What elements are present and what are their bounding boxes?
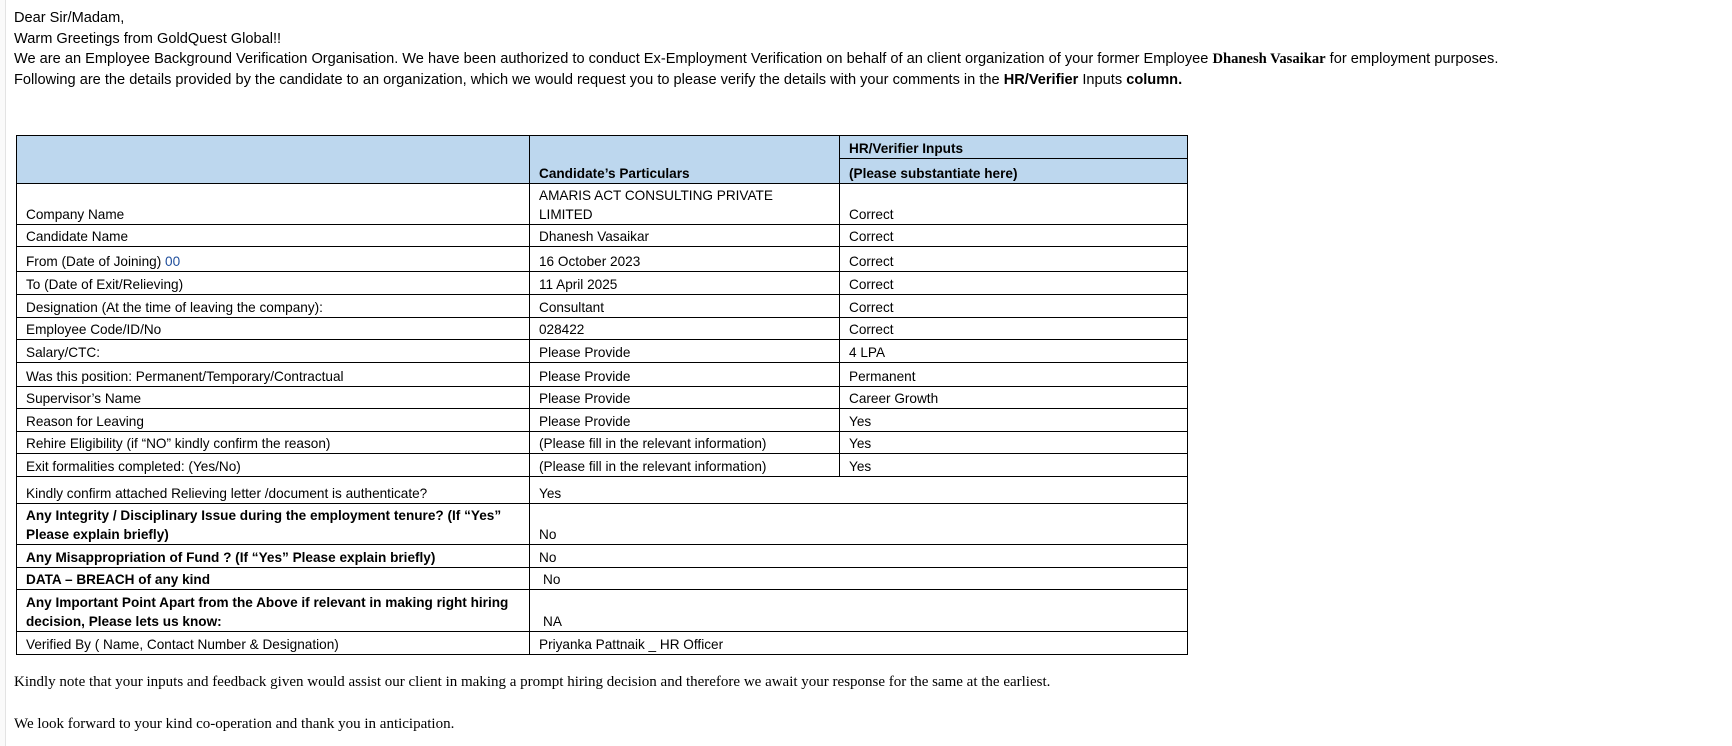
field-label <box>17 184 530 225</box>
closing-thanks: We look forward to your kind co-operation and thank you in anticipation. <box>14 716 455 732</box>
intro-text: for employment purposes. <box>1325 51 1499 67</box>
verifier-input[interactable]: Correct <box>840 272 1188 295</box>
hr-verifier-emphasis: HR/Verifier <box>1003 71 1079 88</box>
question-label: Any Misappropriation of Fund ? (If “Yes” Please explain briefly) <box>17 545 530 568</box>
intro-paragraph-2 <box>14 70 1498 91</box>
header-blank-cell <box>17 136 530 184</box>
verifier-input[interactable]: Yes <box>840 432 1188 454</box>
verifier-input[interactable]: Career Growth <box>840 387 1188 409</box>
field-label <box>17 295 530 318</box>
verifier-input[interactable]: Permanent <box>840 363 1188 387</box>
candidate-value: Please Provide <box>530 409 840 432</box>
employee-name: Dhanesh Vasaikar <box>1212 51 1326 67</box>
question-label: Verified By ( Name, Contact Number & Designation) <box>17 632 530 655</box>
field-label-text: Was this position: Permanent/Temporary/Contractual <box>26 369 344 384</box>
candidate-value: (Please fill in the relevant information) <box>530 454 840 477</box>
candidate-value: 028422 <box>530 318 840 340</box>
question-answer[interactable]: No <box>530 545 1188 568</box>
intro-text: We are an Employee Background Verification Organisation. We have been authorized to conduct Ex-Employment Verification on behalf of an client organization of your former Employee <box>14 51 1213 67</box>
candidate-value: (Please fill in the relevant information) <box>530 432 840 454</box>
candidate-value: AMARIS ACT CONSULTING PRIVATE LIMITED <box>530 184 840 225</box>
field-label <box>17 272 530 295</box>
field-label-text: Salary/CTC: <box>26 345 101 360</box>
field-label <box>17 409 530 432</box>
field-label <box>17 340 530 363</box>
field-label <box>17 387 530 409</box>
table-row <box>17 363 1188 387</box>
verifier-input[interactable]: Correct <box>840 318 1188 340</box>
verifier-input[interactable]: Correct <box>840 247 1188 272</box>
candidate-value: Please Provide <box>530 387 840 409</box>
email-intro <box>14 8 1498 90</box>
greeting: Dear Sir/Madam, <box>14 10 125 26</box>
candidate-value: Dhanesh Vasaikar <box>530 225 840 247</box>
field-label-text: Reason for Leaving <box>26 414 144 429</box>
warm-greetings: Warm Greetings from GoldQuest Global!! <box>14 30 282 47</box>
table-row <box>17 504 1188 545</box>
candidate-value: 11 April 2025 <box>530 272 840 295</box>
table-row <box>17 247 1188 272</box>
question-answer[interactable]: Yes <box>530 477 1188 504</box>
question-label: Kindly confirm attached Relieving letter /document is authenticate? <box>17 477 530 504</box>
intro-text: Inputs <box>1078 71 1127 88</box>
question-answer[interactable]: Priyanka Pattnaik _ HR Officer <box>530 632 1188 655</box>
header-row <box>17 136 1188 159</box>
field-label-text: Candidate Name <box>26 229 129 244</box>
table-row <box>17 318 1188 340</box>
question-label: DATA – BREACH of any kind <box>17 568 530 590</box>
question-answer[interactable]: No <box>530 568 1188 590</box>
intro-text: Following are the details provided by the candidate to an organization, which we would request you to please verify the details with your comments in the <box>14 71 1004 88</box>
verifier-input[interactable]: 4 LPA <box>840 340 1188 363</box>
field-label <box>17 432 530 454</box>
table-row <box>17 477 1188 504</box>
field-label-text: Designation (At the time of leaving the company): <box>26 300 323 315</box>
table-row <box>17 387 1188 409</box>
field-label-text: Company Name <box>26 207 125 222</box>
verification-table <box>16 135 1188 655</box>
table-row <box>17 295 1188 318</box>
table-row <box>17 272 1188 295</box>
column-emphasis: column. <box>1126 71 1183 88</box>
verifier-input[interactable]: Correct <box>840 295 1188 318</box>
field-label <box>17 247 530 272</box>
verifier-input[interactable]: Yes <box>840 409 1188 432</box>
field-label-text: Rehire Eligibility (if “NO” kindly confirm the reason) <box>26 436 331 451</box>
closing-note: Kindly note that your inputs and feedback given would assist our client in making a prompt hiring decision and therefore we await your response for the same at the earliest. <box>14 674 1051 690</box>
field-label <box>17 363 530 387</box>
verifier-input[interactable]: Correct <box>840 225 1188 247</box>
table-row <box>17 545 1188 568</box>
header-substantiate: (Please substantiate here) <box>840 159 1188 184</box>
question-answer[interactable]: No <box>530 504 1188 545</box>
table-row <box>17 432 1188 454</box>
table-row <box>17 454 1188 477</box>
table-row <box>17 340 1188 363</box>
field-label <box>17 454 530 477</box>
table-row <box>17 409 1188 432</box>
intro-paragraph-1 <box>14 49 1498 70</box>
candidate-value: Please Provide <box>530 340 840 363</box>
field-label-text: Exit formalities completed: (Yes/No) <box>26 459 241 474</box>
left-margin-border <box>0 0 6 746</box>
candidate-value: Consultant <box>530 295 840 318</box>
header-candidate-particulars: Candidate’s Particulars <box>530 136 840 184</box>
header-verifier-inputs: HR/Verifier Inputs <box>840 136 1188 159</box>
field-label-text: Supervisor’s Name <box>26 391 142 406</box>
table-row <box>17 225 1188 247</box>
table-row <box>17 184 1188 225</box>
table-row <box>17 632 1188 655</box>
field-label-text: To (Date of Exit/Relieving) <box>26 277 184 292</box>
question-label: Any Important Point Apart from the Above if relevant in making right hiring decision, Please lets us know: <box>17 590 530 632</box>
verifier-input[interactable]: Correct <box>840 184 1188 225</box>
table-row <box>17 568 1188 590</box>
question-answer[interactable]: NA <box>530 590 1188 632</box>
field-label <box>17 225 530 247</box>
candidate-value: 16 October 2023 <box>530 247 840 272</box>
question-label: Any Integrity / Disciplinary Issue during the employment tenure? (If “Yes” Please explain briefly) <box>17 504 530 545</box>
table-row <box>17 590 1188 632</box>
candidate-value: Please Provide <box>530 363 840 387</box>
field-label-text: Employee Code/ID/No <box>26 322 162 337</box>
field-label-suffix: 00 <box>165 254 181 269</box>
field-label <box>17 318 530 340</box>
verifier-input[interactable]: Yes <box>840 454 1188 477</box>
field-label-text: From (Date of Joining) <box>26 254 166 269</box>
